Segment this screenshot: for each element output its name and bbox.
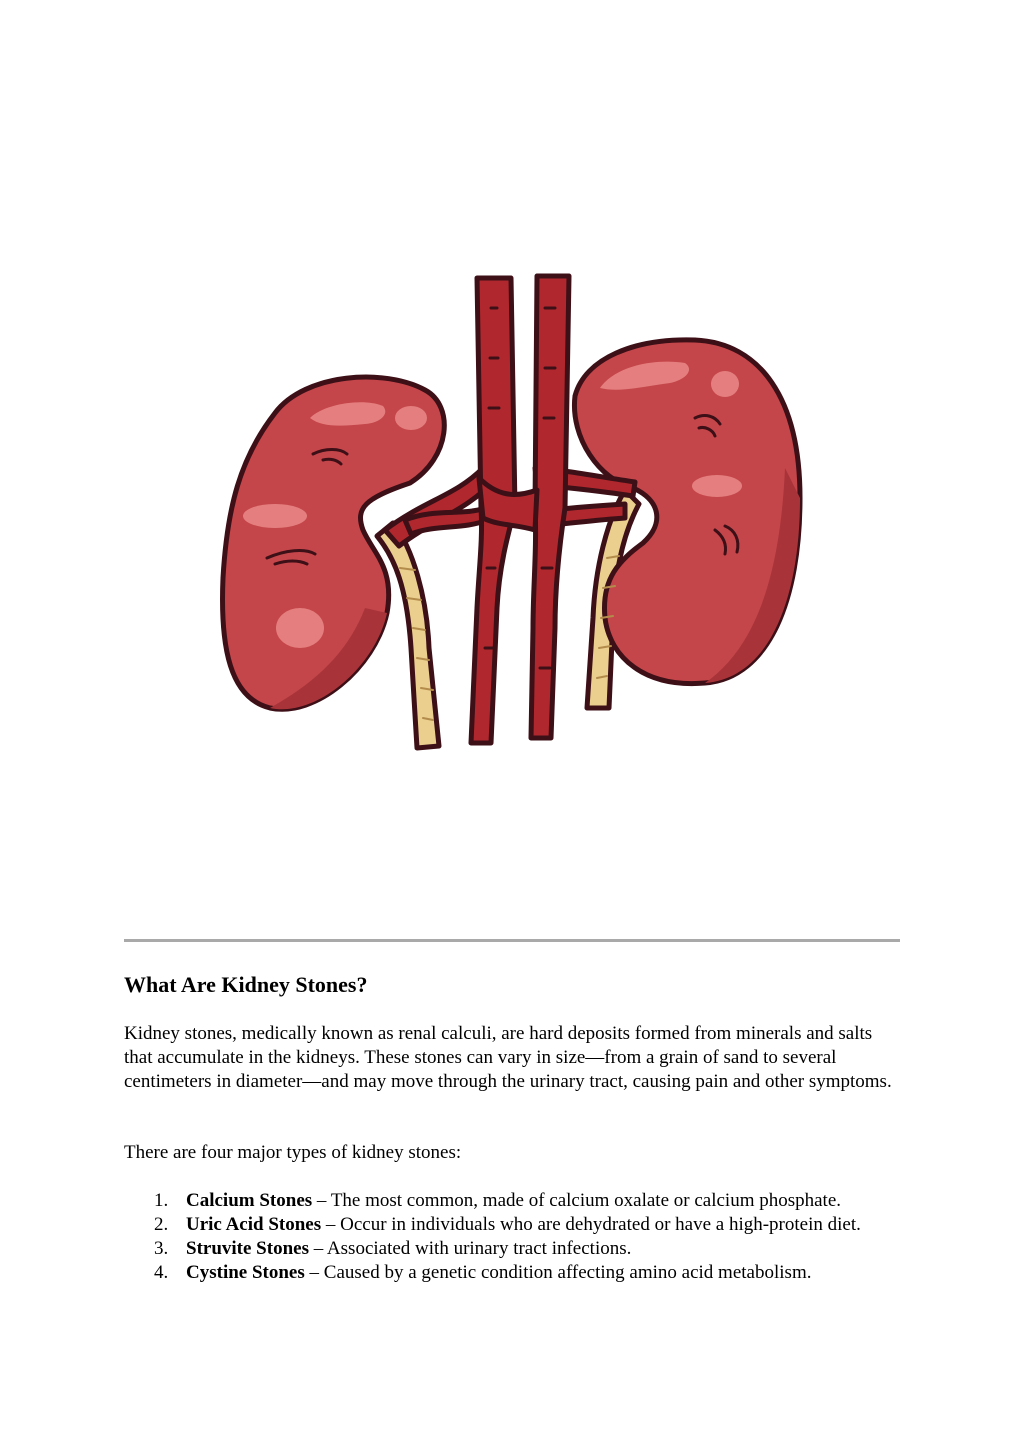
list-item bbox=[124, 1213, 904, 1237]
left-kidney-highlight-3 bbox=[243, 504, 307, 528]
list-item bbox=[124, 1261, 904, 1285]
right-kidney-highlight-2 bbox=[711, 371, 739, 397]
section-divider bbox=[124, 939, 900, 942]
list-item-name: Cystine Stones bbox=[186, 1262, 305, 1283]
list-item-description: – Occur in individuals who are dehydrated or have a high-protein diet. bbox=[321, 1214, 861, 1235]
list-item-description: – Associated with urinary tract infections. bbox=[308, 1238, 632, 1259]
list-item-number: 4. bbox=[154, 1262, 169, 1283]
right-kidney-highlight-3 bbox=[692, 475, 742, 497]
left-kidney-highlight-2 bbox=[395, 406, 427, 430]
list-item bbox=[124, 1189, 904, 1213]
types-lead: There are four major types of kidney stones: bbox=[124, 1142, 462, 1163]
left-kidney-highlight-4 bbox=[276, 608, 324, 648]
list-item-description: – The most common, made of calcium oxalate or calcium phosphate. bbox=[312, 1190, 842, 1211]
list-item-number: 2. bbox=[154, 1214, 169, 1235]
kidneys-illustration bbox=[215, 268, 805, 753]
list-item-name: Calcium Stones bbox=[186, 1190, 313, 1211]
stone-types-list bbox=[124, 1189, 904, 1285]
list-item-description: – Caused by a genetic condition affecting amino acid metabolism. bbox=[304, 1262, 812, 1283]
intro-paragraph: Kidney stones, medically known as renal calculi, are hard deposits formed from minerals and salts that accumulate in the kidneys. These stones can vary in size—from a grain of sand to several centimeters in diameter—and may move through the urinary tract, causing pain and other symptoms. bbox=[124, 1023, 892, 1092]
list-item-name: Struvite Stones bbox=[186, 1238, 309, 1259]
section-title: What Are Kidney Stones? bbox=[124, 972, 368, 997]
list-item-name: Uric Acid Stones bbox=[186, 1214, 322, 1235]
list-item-number: 1. bbox=[154, 1190, 169, 1211]
list-item bbox=[124, 1237, 904, 1261]
list-item-number: 3. bbox=[154, 1238, 169, 1259]
left-ureter bbox=[377, 523, 439, 748]
